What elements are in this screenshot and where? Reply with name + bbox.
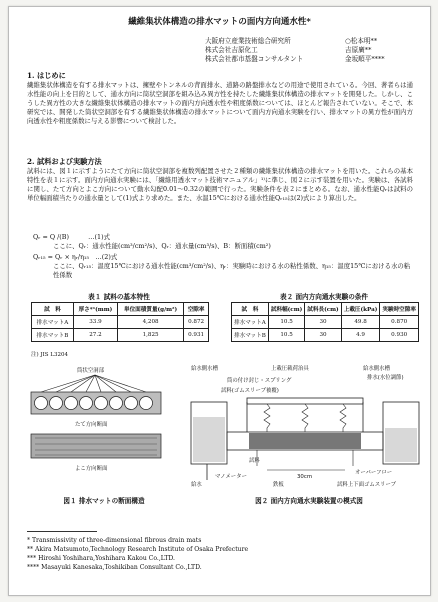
footnote: ** Akira Matsumoto,Technology Research Institute of Osaka Prefecture xyxy=(27,546,249,553)
author-affiliation: 株式会社吉原化工 xyxy=(205,46,258,55)
manometer-tubes xyxy=(257,450,353,466)
table-cell: 0.872 xyxy=(184,316,209,329)
table-header-cell: 試料長(cm) xyxy=(305,303,341,316)
table-row xyxy=(32,329,209,342)
equation-2: Qᵣ₁₅ = Qᵣ × ηᵣ/η₁₅ …(2)式 xyxy=(33,253,118,261)
supply-water xyxy=(193,417,225,462)
table-cell: 排水マットB xyxy=(32,329,74,342)
table-header-cell: 厚さ*¹(mm) xyxy=(73,303,117,316)
footnote: *** Hiroshi Yoshihara,Yoshihara Kakou Co.,LTD. xyxy=(27,555,175,562)
table-header-cell: 試 料 xyxy=(32,303,74,316)
footnote: **** Masayuki Kanesaka,Toshikiban Consultant Co.,LTD. xyxy=(27,564,202,571)
mat-longitudinal-band xyxy=(31,434,161,458)
table-cell: 10.5 xyxy=(268,329,304,342)
figure-1-cross-section xyxy=(25,362,175,487)
equation-1: Qᵣ = Q /(B) …(1)式 xyxy=(33,233,110,241)
figure-1-label-mid: たて方向断面 xyxy=(75,422,108,428)
figure-1-caption: 図１ 排水マットの断面構造 xyxy=(63,497,145,505)
section-heading-method: 2. 試料および実験方法 xyxy=(27,157,102,166)
label-leader-lines xyxy=(41,375,146,392)
table-header-cell: 上載圧(kPa) xyxy=(341,303,380,316)
section-body-intro: 繊維集状体構造を有する排水マットは、擁壁やトンネルの背面排水、道路の路盤排水などの用途で使用されている。今回、著者らは通水性能の向上を目的として、通水方向に筒状空洞部を組み込み異方性を持たした繊維集状体構造の排水マットを開発した。しかし、こうした異方性の大きな繊維集状体構造の排水マットの面内方向透水性や粗度係数については、ほとんど報告されていない。そこで、本研究では、開発した筒状空洞部を有する繊維集状体構造の排水マットについて面内方向通水実験を行い、排水マットの異方性が面内方向透水性や粗度係数に与える影響について検討した。 xyxy=(27,81,413,125)
table-cell: 排水マットA xyxy=(232,316,269,329)
equation-1-definition: ここに、Qᵣ：通水性能(cm³/cm²/s)、Qᵣ：通水量(cm³/s)、B：断面積(cm²) xyxy=(53,242,271,250)
table-cell: 27.2 xyxy=(73,329,117,342)
table-cell: 4,208 xyxy=(117,316,183,329)
figure-2-label-drain: 排水(水位調節) xyxy=(367,375,404,381)
author-row xyxy=(205,37,415,46)
figure-2-label-sample: 試料 xyxy=(249,458,260,464)
table-cell: 33.9 xyxy=(73,316,117,329)
table-cell: 0.931 xyxy=(184,329,209,342)
table-header-cell: 空隙率 xyxy=(184,303,209,316)
footnote-separator xyxy=(27,531,97,532)
table-cell: 49.8 xyxy=(341,316,380,329)
table-2 xyxy=(231,302,419,342)
table-row xyxy=(232,329,419,342)
spring-elements xyxy=(264,404,346,432)
author-affiliation: 株式会社都市基盤コンサルタント xyxy=(205,55,304,64)
table-1 xyxy=(31,302,209,342)
author-affiliation: 大阪府立産業技術総合研究所 xyxy=(205,37,291,45)
author-block xyxy=(205,37,415,65)
figure-2-label-supply-tank: 給水側水槽 xyxy=(191,366,218,372)
equation-2-definition: ここに、Qᵣ₁₅：温度15℃における通水性能(cm³/cm²/s)、ηᵣ：実験時における水の粘性係数、η₁₅：温度15℃における水の粘性係数 xyxy=(53,262,411,279)
table-cell: 排水マットB xyxy=(232,329,269,342)
table-cell: 10.5 xyxy=(268,316,304,329)
paper-page xyxy=(8,6,431,596)
figure-2-label-water-in: 給水 xyxy=(191,482,202,488)
table-header-row xyxy=(232,303,419,316)
table-cell: 4.9 xyxy=(341,329,380,342)
figure-2-label-base: 鉄板 xyxy=(273,482,284,488)
figure-2-label-manometer: マノメーター xyxy=(215,474,247,480)
paper-title: 繊維集状体構造の排水マットの面内方向通水性* xyxy=(128,17,311,27)
section-heading-intro: 1. はじめに xyxy=(27,71,66,80)
figure-1-label-bot: よこ方向断面 xyxy=(75,466,108,472)
table-header-cell: 試料幅(cm) xyxy=(268,303,304,316)
figure-2-label-rubber: 試料(ゴムスリーブ被覆) xyxy=(221,388,279,394)
author-name: 吉原廣** xyxy=(345,46,372,55)
figure-2-label-drain-tank: 給水側水槽 xyxy=(363,366,390,372)
table-row xyxy=(32,316,209,329)
author-name: 金坂順平**** xyxy=(345,55,385,64)
sample-block xyxy=(249,433,361,449)
figure-2-label-length: 30cm xyxy=(297,474,313,480)
footnote: * Transmissivity of three-dimensional fibrous drain mats xyxy=(27,537,202,544)
author-row xyxy=(205,55,415,64)
table-header-cell: 試 料 xyxy=(232,303,269,316)
figure-1-label-top: 筒状空洞部 xyxy=(77,368,104,374)
table-row xyxy=(232,316,419,329)
table-cell: 30 xyxy=(305,329,341,342)
figure-2-label-load-plate: 上載圧載荷治具 xyxy=(271,366,309,372)
figure-2-label-overflow: オーバーフロー xyxy=(355,470,393,476)
table-2-caption: 表２ 面内方向通水実験の条件 xyxy=(279,293,368,301)
figure-2-apparatus xyxy=(187,362,423,492)
section-body-method: 試料には、図１に示すようにたて方向に筒状空洞部を複数列配置させた２種類の繊維集状体構造の排水マットを用いた。これらの基本特性を表１に示す。面内方向通水実験には、「繊維用透水マット技術マニュアル」¹⁾に準じ、図２に示す装置を用いた。実験は、各試料に関し、たて方向とよこ方向について動水勾配0.01～0.32の範囲で行った。実験条件を表２にまとめる。なお、通水性能Qᵣは試料の単位幅面積当たりの通水量として(1)式より求めた。また、水温15℃における通水性能Qᵣ₁₅は(2)式により算出した。 xyxy=(27,167,413,202)
author-name: ○松本明** xyxy=(345,37,378,45)
table-cell: 排水マットA xyxy=(32,316,74,329)
figure-2-label-sleeve: 試料上下面ゴムスリーブ xyxy=(337,482,397,488)
table-header-cell: 単位面積質量(g/m²) xyxy=(117,303,183,316)
table-1-note: 注) JIS L3204 xyxy=(31,352,68,358)
table-1-caption: 表１ 試料の基本特性 xyxy=(88,293,150,301)
table-header-row xyxy=(32,303,209,316)
table-cell: 0.870 xyxy=(380,316,419,329)
drain-water xyxy=(385,428,417,462)
table-header-cell: 実験時空隙率 xyxy=(380,303,419,316)
table-cell: 1,825 xyxy=(117,329,183,342)
figure-2-caption: 図２ 面内方向通水実験装置の模式図 xyxy=(255,497,363,505)
table-cell: 0.930 xyxy=(380,329,419,342)
figure-2-label-sponge: 筒の付け封じ・スプリング xyxy=(227,378,292,384)
table-cell: 30 xyxy=(305,316,341,329)
